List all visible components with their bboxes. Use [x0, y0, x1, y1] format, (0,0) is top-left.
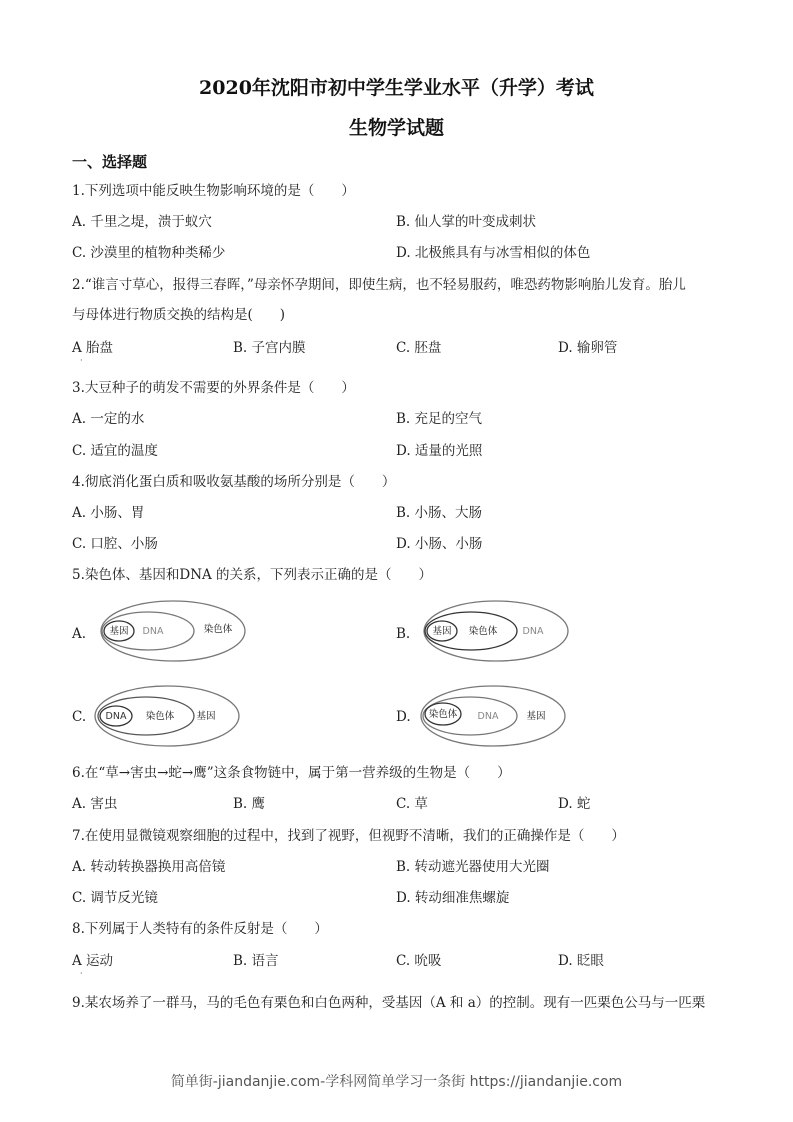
venn-a-outer-label: 染色体 — [203, 624, 233, 635]
exam-subtitle: 生物学试题 — [348, 117, 444, 139]
question-9-stem: 9.某农场养了一群马，马的毛色有栗色和白色两种，受基因（A 和 a）的控制。现有一匹栗色公马与一匹栗 — [72, 995, 706, 1011]
question-2-option-d: D. 输卵管 — [558, 340, 618, 356]
question-2-option-c: C. 胚盘 — [396, 340, 442, 356]
venn-c-middle-label: 染色体 — [145, 711, 175, 722]
venn-d-outer-label: 基因 — [526, 711, 546, 722]
question-8-stem: 8.下列属于人类特有的条件反射是（ ） — [72, 921, 328, 937]
venn-d-inner-label: 染色体 — [428, 709, 458, 720]
question-3-stem: 3.大豆种子的萌发不需要的外界条件是（ ） — [72, 380, 355, 396]
question-7-option-d: D. 转动细准焦螺旋 — [396, 890, 510, 906]
question-3-option-b: B. 充足的空气 — [396, 411, 483, 427]
stray-dot: · — [80, 969, 83, 978]
question-4-option-c: C. 口腔、小肠 — [72, 536, 158, 552]
exam-title: 2020年沈阳市初中学生学业水平（升学）考试 — [199, 77, 594, 99]
question-4-stem: 4.彻底消化蛋白质和吸收氨基酸的场所分别是（ ） — [72, 474, 396, 490]
venn-c-outer-label: 基因 — [196, 711, 216, 722]
question-2-stem-line1: 2.“谁言寸草心，报得三春晖，”母亲怀孕期间，即使生病，也不轻易服药，唯恐药物影响胎儿发育。胎儿 — [72, 277, 686, 293]
question-7-stem: 7.在使用显微镜观察细胞的过程中，找到了视野，但视野不清晰，我们的正确操作是（ ） — [72, 828, 625, 844]
venn-diagram-d — [418, 683, 568, 753]
question-6-option-b: B. 鹰 — [233, 796, 266, 812]
question-2-option-b: B. 子宫内膜 — [233, 340, 306, 356]
question-1-option-b: B. 仙人掌的叶变成刺状 — [396, 214, 537, 230]
question-2-stem-line2: 与母体进行物质交换的结构是( ) — [72, 307, 286, 323]
question-8-option-d: D. 眨眼 — [558, 953, 604, 969]
question-5-stem: 5.染色体、基因和DNA 的关系，下列表示正确的是（ ） — [72, 567, 433, 583]
question-6-stem: 6.在“草→害虫→蛇→鹰”这条食物链中，属于第一营养级的生物是（ ） — [72, 765, 511, 781]
stray-dot: · — [80, 356, 83, 365]
question-3-option-c: C. 适宜的温度 — [72, 443, 158, 459]
venn-b-inner-label: 基因 — [432, 626, 452, 637]
question-5-option-b: B. — [396, 626, 411, 642]
question-8-option-b: B. 语言 — [233, 953, 279, 969]
venn-diagram-a — [98, 598, 248, 668]
question-1-option-c: C. 沙漠里的植物种类稀少 — [72, 245, 226, 261]
venn-a-inner-label: 基因 — [109, 626, 129, 637]
venn-b-middle-label: 染色体 — [468, 626, 498, 637]
section-heading: 一、选择题 — [72, 153, 148, 171]
question-8-option-a: A 运动 — [72, 953, 114, 969]
question-4-option-b: B. 小肠、大肠 — [396, 505, 483, 521]
venn-c-inner-label: DNA — [105, 711, 127, 722]
question-1-option-d: D. 北极熊具有与冰雪相似的体色 — [396, 245, 591, 261]
question-4-option-d: D. 小肠、小肠 — [396, 536, 483, 552]
venn-d-middle-label: DNA — [477, 711, 499, 722]
question-1-stem: 1.下列选项中能反映生物影响环境的是（ ） — [72, 183, 355, 199]
question-5-option-d: D. — [396, 709, 411, 725]
question-5-option-c: C. — [72, 709, 87, 725]
question-1-option-a: A. 千里之堤，溃于蚁穴 — [72, 214, 212, 230]
venn-a-middle-label: DNA — [142, 626, 164, 637]
question-4-option-a: A. 小肠、胃 — [72, 505, 145, 521]
question-8-option-c: C. 吮吸 — [396, 953, 442, 969]
question-6-option-a: A. 害虫 — [72, 796, 118, 812]
venn-diagram-c — [92, 683, 242, 753]
question-5-option-a: A. — [72, 626, 87, 642]
question-7-option-a: A. 转动转换器换用高倍镜 — [72, 859, 226, 875]
question-7-option-b: B. 转动遮光器使用大光圈 — [396, 859, 550, 875]
page-footer: 简单街-jiandanjie.com-学科网简单学习一条街 https://jiandanjie.com — [170, 1074, 623, 1090]
venn-diagram-b — [421, 598, 571, 668]
question-2-option-a: A 胎盘 — [72, 340, 114, 356]
question-6-option-c: C. 草 — [396, 796, 428, 812]
question-7-option-c: C. 调节反光镜 — [72, 890, 158, 906]
question-6-option-d: D. 蛇 — [558, 796, 591, 812]
question-3-option-d: D. 适量的光照 — [396, 443, 483, 459]
venn-b-outer-label: DNA — [522, 626, 544, 637]
question-3-option-a: A. 一定的水 — [72, 411, 145, 427]
